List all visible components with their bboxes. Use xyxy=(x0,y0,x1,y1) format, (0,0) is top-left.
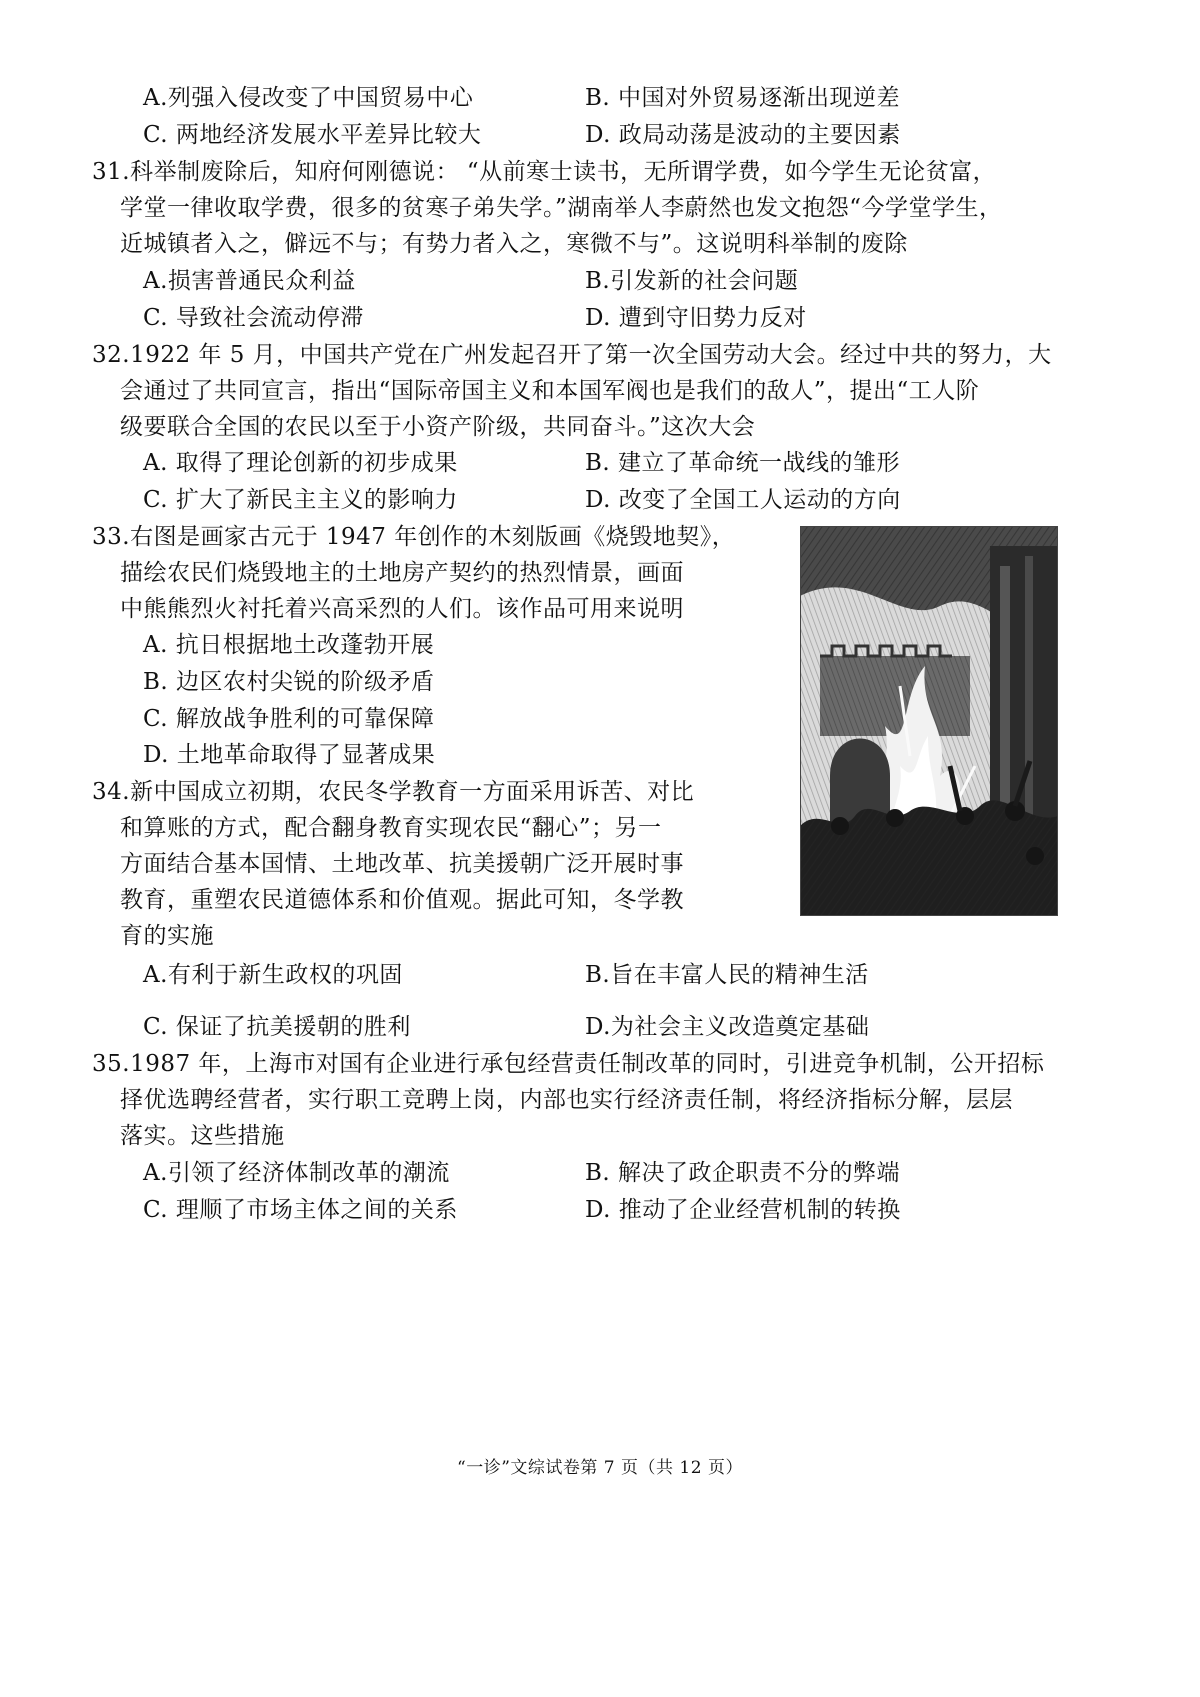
q31-stem-line-1: 31.科举制废除后，知府何刚德说： “从前寒士读书，无所谓学费，如今学生无论贫富， xyxy=(92,159,997,185)
q33-option-d: D. 土地革命取得了显著成果 xyxy=(143,742,436,768)
q30-option-a: A.列强入侵改变了中国贸易中心 xyxy=(143,85,474,111)
q34-option-a: A.有利于新生政权的巩固 xyxy=(143,962,403,988)
q31-stem-line-2: 学堂一律收取学费，很多的贫寒子弟失学。”湖南举人李蔚然也发文抱怨“今学堂学生， xyxy=(120,195,1003,221)
q34-stem-line-3: 方面结合基本国情、土地改革、抗美援朝广泛开展时事 xyxy=(120,851,684,877)
q32-option-c: C. 扩大了新民主主义的影响力 xyxy=(143,487,458,513)
q35-option-d: D. 推动了企业经营机制的转换 xyxy=(585,1197,901,1223)
q35-stem-line-2: 择优选聘经营者，实行职工竞聘上岗，内部也实行经济责任制，将经济指标分解，层层 xyxy=(120,1087,1013,1113)
q35-option-c: C. 理顺了市场主体之间的关系 xyxy=(143,1197,458,1223)
q32-option-b: B. 建立了革命统一战线的雏形 xyxy=(585,450,901,476)
woodcut-print-image xyxy=(800,526,1058,916)
q35-option-b: B. 解决了政企职责不分的弊端 xyxy=(585,1160,901,1186)
q30-option-c: C. 两地经济发展水平差异比较大 xyxy=(143,122,482,148)
q33-option-a: A. 抗日根据地土改蓬勃开展 xyxy=(143,632,435,658)
q30-option-b: B. 中国对外贸易逐渐出现逆差 xyxy=(585,85,901,111)
q32-option-a: A. 取得了理论创新的初步成果 xyxy=(143,450,458,476)
q33-stem-line-1: 33.右图是画家古元于 1947 年创作的木刻版画《烧毁地契》， xyxy=(92,524,736,550)
q33-stem-line-2: 描绘农民们烧毁地主的土地房产契约的热烈情景，画面 xyxy=(120,560,684,586)
q34-stem-line-4: 教育，重塑农民道德体系和价值观。据此可知，冬学教 xyxy=(120,887,684,913)
q32-option-d: D. 改变了全国工人运动的方向 xyxy=(585,487,901,513)
q32-stem-line-2: 会通过了共同宣言，指出“国际帝国主义和本国军阀也是我们的敌人”，提出“工人阶 xyxy=(120,378,980,404)
q33-option-c: C. 解放战争胜利的可靠保障 xyxy=(143,706,435,732)
q35-stem-line-3: 落实。这些措施 xyxy=(120,1123,285,1149)
q31-option-a: A.损害普通民众利益 xyxy=(143,268,356,294)
q35-option-a: A.引领了经济体制改革的潮流 xyxy=(143,1160,450,1186)
q34-option-d: D.为社会主义改造奠定基础 xyxy=(585,1014,870,1040)
page-footer: “一诊”文综试卷第 7 页（共 12 页） xyxy=(457,1458,743,1478)
q34-stem-line-1: 34.新中国成立初期，农民冬学教育一方面采用诉苦、对比 xyxy=(92,779,695,805)
q33-option-b: B. 边区农村尖锐的阶级矛盾 xyxy=(143,669,435,695)
q32-stem-line-1: 32.1922 年 5 月，中国共产党在广州发起召开了第一次全国劳动大会。经过中共的努力，大 xyxy=(92,342,1052,368)
q35-stem-line-1: 35.1987 年，上海市对国有企业进行承包经营责任制改革的同时，引进竞争机制，公开招标 xyxy=(92,1051,1045,1077)
q32-stem-line-3: 级要联合全国的农民以至于小资产阶级，共同奋斗。”这次大会 xyxy=(120,414,756,440)
q31-option-b: B.引发新的社会问题 xyxy=(585,268,799,294)
q34-option-c: C. 保证了抗美援朝的胜利 xyxy=(143,1014,411,1040)
q33-stem-line-3: 中熊熊烈火衬托着兴高采烈的人们。该作品可用来说明 xyxy=(120,596,684,622)
q34-stem-line-5: 育的实施 xyxy=(120,923,214,949)
q30-option-d: D. 政局动荡是波动的主要因素 xyxy=(585,122,901,148)
q34-stem-line-2: 和算账的方式，配合翻身教育实现农民“翻心”；另一 xyxy=(120,815,662,841)
q31-option-c: C. 导致社会流动停滞 xyxy=(143,305,364,331)
q31-option-d: D. 遭到守旧势力反对 xyxy=(585,305,807,331)
q34-option-b: B.旨在丰富人民的精神生活 xyxy=(585,962,869,988)
q31-stem-line-3: 近城镇者入之，僻远不与；有势力者入之，寒微不与”。这说明科举制的废除 xyxy=(120,231,908,257)
